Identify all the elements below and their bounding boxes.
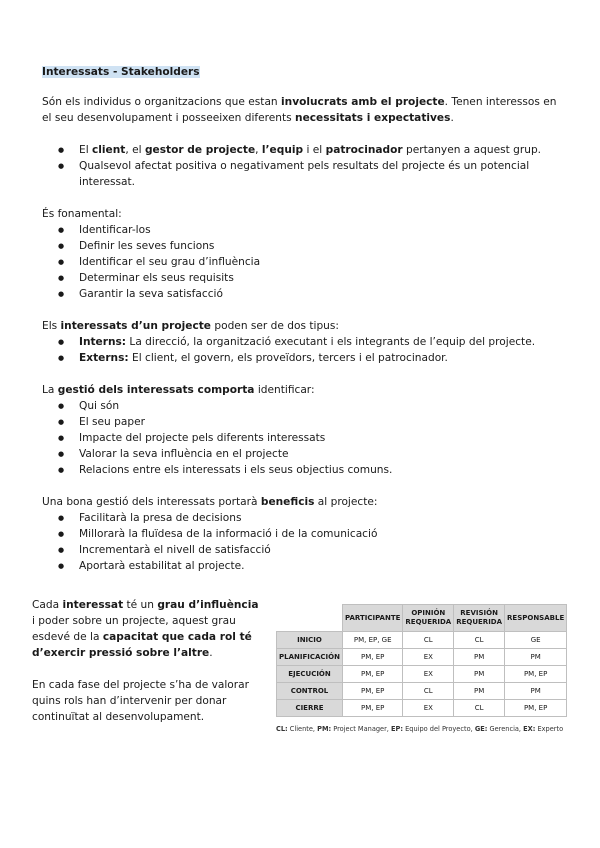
table-header-row bbox=[277, 605, 567, 632]
table-cell: CL bbox=[454, 700, 505, 717]
table-cell: PM, EP bbox=[342, 683, 402, 700]
list-item: ● El seu paper bbox=[42, 414, 562, 430]
list-item: ● Garantir la seva satisfacció bbox=[42, 286, 562, 302]
list-item: ● Valorar la seva influència en el projecte bbox=[42, 446, 562, 462]
list-item: ● Qui són bbox=[42, 398, 562, 414]
table-cell: PM bbox=[454, 649, 505, 666]
influence-text-block bbox=[32, 597, 262, 725]
table-cell: CL bbox=[403, 632, 454, 649]
table-cell: PM, EP bbox=[505, 700, 567, 717]
document-page bbox=[42, 64, 562, 574]
column-header: REVISIÓN REQUERIDA bbox=[454, 605, 505, 632]
table-cell: EX bbox=[403, 700, 454, 717]
gestio-list bbox=[42, 398, 562, 478]
gestio-paragraph: La gestió dels interessats comporta identificar: bbox=[42, 384, 315, 396]
row-header: CONTROL bbox=[277, 683, 343, 700]
list-item: ● Identificar el seu grau d’influència bbox=[42, 254, 562, 270]
table-cell: PM, EP, GE bbox=[342, 632, 402, 649]
tipus-paragraph: Els interessats d’un projecte poden ser de dos tipus: bbox=[42, 320, 339, 332]
fases-paragraph: En cada fase del projecte s’ha de valorar quins rols han d’intervenir per donar continuïtat al desenvolupament. bbox=[32, 679, 249, 723]
table-cell: CL bbox=[454, 632, 505, 649]
table-cell: EX bbox=[403, 649, 454, 666]
row-header: EJECUCIÓN bbox=[277, 666, 343, 683]
roles-table-figure bbox=[276, 604, 570, 737]
table-row bbox=[277, 683, 567, 700]
list-item: ● Millorarà la fluïdesa de la informació i de la comunicació bbox=[42, 526, 562, 542]
list-item: ● Externs: El client, el govern, els proveïdors, tercers i el patrocinador. bbox=[42, 350, 562, 366]
table-row bbox=[277, 632, 567, 649]
fonamental-heading: És fonamental: bbox=[42, 208, 122, 220]
table-cell: GE bbox=[505, 632, 567, 649]
group-list bbox=[42, 142, 562, 190]
table-cell: PM bbox=[505, 649, 567, 666]
fonamental-list bbox=[42, 222, 562, 302]
table-row bbox=[277, 700, 567, 717]
list-item: ● Relacions entre els interessats i els seus objectius comuns. bbox=[42, 462, 562, 478]
table-cell: CL bbox=[403, 683, 454, 700]
table-cell: PM, EP bbox=[505, 666, 567, 683]
table-cell: PM bbox=[454, 666, 505, 683]
page-title: Interessats - Stakeholders bbox=[42, 66, 200, 78]
list-item: ● Aportarà estabilitat al projecte. bbox=[42, 558, 562, 574]
column-header: PARTICIPANTE bbox=[342, 605, 402, 632]
table-cell: PM bbox=[454, 683, 505, 700]
table-cell: PM, EP bbox=[342, 700, 402, 717]
roles-table bbox=[276, 604, 567, 717]
list-item: ● Facilitarà la presa de decisions bbox=[42, 510, 562, 526]
list-item: ● Incrementarà el nivell de satisfacció bbox=[42, 542, 562, 558]
list-item: ● Determinar els seus requisits bbox=[42, 270, 562, 286]
table-row bbox=[277, 649, 567, 666]
beneficis-list bbox=[42, 510, 562, 574]
beneficis-paragraph: Una bona gestió dels interessats portarà beneficis al projecte: bbox=[42, 496, 378, 508]
list-item: ● Definir les seves funcions bbox=[42, 238, 562, 254]
column-header: OPINIÓN REQUERIDA bbox=[403, 605, 454, 632]
row-header: CIERRE bbox=[277, 700, 343, 717]
list-item: ● Interns: La direcció, la organització executant i els integrants de l’equip del projecte. bbox=[42, 334, 562, 350]
intro-paragraph: Són els individus o organitzacions que estan involucrats amb el projecte. Tenen interessos en el seu desenvolupament i posseeixen diferents necessitats i expectatives. bbox=[42, 96, 557, 124]
row-header: INICIO bbox=[277, 632, 343, 649]
table-corner bbox=[277, 605, 343, 632]
table-row bbox=[277, 666, 567, 683]
list-item: ● Qualsevol afectat positiva o negativament pels resultats del projecte és un potencial interessat. bbox=[42, 158, 562, 190]
column-header: RESPONSABLE bbox=[505, 605, 567, 632]
table-cell: PM, EP bbox=[342, 666, 402, 683]
list-item: ● Impacte del projecte pels diferents interessats bbox=[42, 430, 562, 446]
list-item: ● El client, el gestor de projecte, l’equip i el patrocinador pertanyen a aquest grup. bbox=[42, 142, 562, 158]
table-legend: CL: Cliente, PM: Project Manager, EP: Equipo del Proyecto, GE: Gerencia, EX: Experto bbox=[276, 725, 564, 733]
row-header: PLANIFICACIÓN bbox=[277, 649, 343, 666]
table-cell: PM, EP bbox=[342, 649, 402, 666]
table-cell: PM bbox=[505, 683, 567, 700]
table-cell: EX bbox=[403, 666, 454, 683]
list-item: ● Identificar-los bbox=[42, 222, 562, 238]
influencia-paragraph: Cada interessat té un grau d’influència i poder sobre un projecte, aquest grau esdevé de la capacitat que cada rol té d’exercir pressió sobre l’altre. bbox=[32, 599, 259, 659]
tipus-list bbox=[42, 334, 562, 366]
